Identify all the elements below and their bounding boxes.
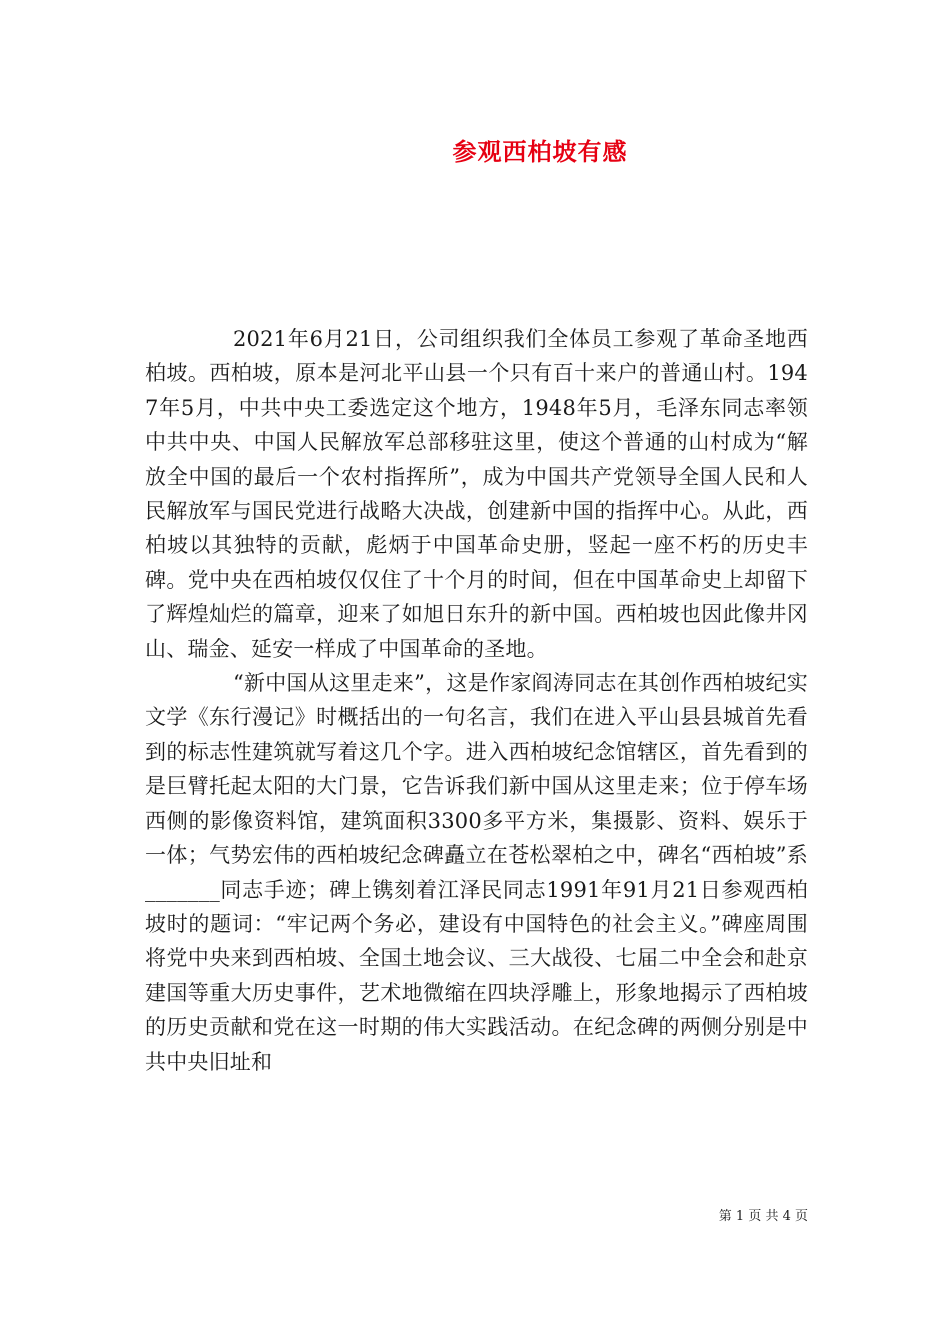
page-footer: 第 1 页 共 4 页	[718, 1209, 808, 1224]
document-title: 参观西柏坡有感	[452, 137, 628, 166]
document-body	[145, 322, 808, 1079]
paragraph-2: “新中国从这里走来”，这是作家阎涛同志在其创作西柏坡纪实文学《东行漫记》时概括出的一句名言，我们在进入平山县县城首先看到的标志性建筑就写着这几个字。进入西柏坡纪念馆辖区，首先看到的是巨臂托起太阳的大门景，它告诉我们新中国从这里走来；位于停车场西侧的影像资料馆，建筑面积3300多平方米，集摄影、资料、娱乐于一体；气势宏伟的西柏坡纪念碑矗立在苍松翠柏之中，碑名“西柏坡”系_______同志手迹；碑上镌刻着江泽民同志1991年91月21日参观西柏坡时的题词：“牢记两个务必，建设有中国特色的社会主义。”碑座周围将党中央来到西柏坡、全国土地会议、三大战役、七届二中全会和赴京建国等重大历史事件，艺术地微缩在四块浮雕上，形象地揭示了西柏坡的历史贡献和党在这一时期的伟大实践活动。在纪念碑的两侧分别是中共中央旧址和	[145, 671, 808, 1074]
paragraph-1: 2021年6月21日，公司组织我们全体员工参观了革命圣地西柏坡。西柏坡，原本是河北平山县一个只有百十来户的普通山村。1947年5月，中共中央工委选定这个地方，1948年5月，毛泽东同志率领中共中央、中国人民解放军总部移驻这里，使这个普通的山村成为“解放全中国的最后一个农村指挥所”，成为中国共产党领导全国人民和人民解放军与国民党进行战略大决战，创建新中国的指挥中心。从此，西柏坡以其独特的贡献，彪炳于中国革命史册，竖起一座不朽的历史丰碑。党中央在西柏坡仅仅住了十个月的时间，但在中国革命史上却留下了辉煌灿烂的篇章，迎来了如旭日东升的新中国。西柏坡也因此像井冈山、瑞金、延安一样成了中国革命的圣地。	[145, 327, 808, 661]
